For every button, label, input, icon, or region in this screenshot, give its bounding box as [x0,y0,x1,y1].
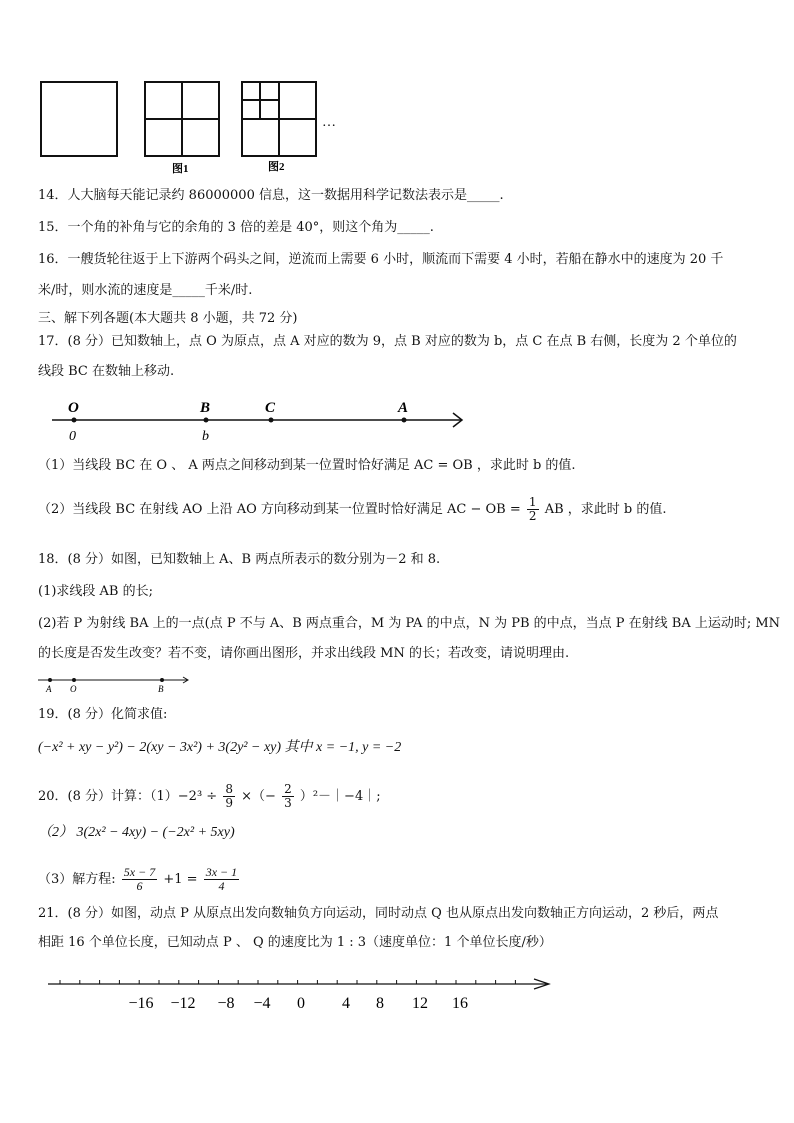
fraction-numerator: 2 [284,782,292,796]
point-o [72,418,77,423]
axis-tick-label: 16 [452,995,468,1012]
caption-figure-2: 图2 [268,161,285,173]
question-17-part-2 [38,496,666,523]
caption-figure-1: 图1 [172,163,189,175]
question-21-line-2: 相距 16 个单位长度，已知动点 P 、 Q 的速度比为 1 : 3（速度单位：1 个单位长度/秒） [38,935,552,950]
square-figure-0 [41,82,117,156]
question-16-line-2: 米/时，则水流的速度是_____千米/时. [38,283,253,298]
fraction-denominator: 6 [136,879,143,893]
number-line-q17 [0,392,794,448]
fraction-left [122,866,157,893]
square-figures [0,0,794,175]
fraction-two-thirds [282,783,294,810]
number-line-q18 [0,670,794,698]
fraction-one-half [527,496,539,523]
fraction-numerator: 1 [528,495,537,509]
question-17-line-2: 线段 BC 在数轴上移动. [38,364,175,379]
label-b: B [200,400,211,416]
axis-tick-label: 0 [297,995,305,1012]
question-15: 15．一个角的补角与它的余角的 3 倍的差是 40°，则这个角为_____. [38,220,434,235]
fraction-denominator: 4 [218,879,225,893]
label-b-value: b [202,429,209,444]
label-c: C [265,400,276,416]
question-20-part-3 [38,866,241,893]
part-1-prefix: 20．(8 分）计算：（1）−2³ ÷ [38,789,218,804]
label-b: B [158,684,164,694]
ellipsis: … [322,115,336,130]
question-17-line-1: 17．(8 分）已知数轴上，点 O 为原点，点 A 对应的数为 9，点 B 对应的数为 b，点 C 在点 B 右侧，长度为 2 个单位的 [38,334,737,349]
number-line-q21 [0,972,794,1022]
axis-tick-label: 4 [342,995,350,1012]
question-19-line-1: 19．(8 分）化简求值: [38,707,168,722]
fraction-numerator: 5x − 7 [123,865,156,879]
label-o: O [68,400,79,416]
fraction-denominator: 9 [225,796,233,810]
point-a [402,418,407,423]
label-o: O [70,684,77,694]
part-3-middle: +1 = [163,872,198,887]
label-a: A [46,684,52,694]
question-18-line-4: 的长度是否发生改变？若不变，请你画出图形，并求出线段 MN 的长；若改变，请说明理由. [38,646,570,661]
point-b [204,418,209,423]
question-17-part-1: （1）当线段 BC 在 O 、 A 两点之间移动到某一位置时恰好满足 AC = OB ，求此时 b 的值. [38,458,576,473]
part-2-prefix: （2）当线段 BC 在射线 AO 上沿 AO 方向移动到某一位置时恰好满足 AC − OB = [38,502,521,517]
axis-tick-label: −8 [217,995,235,1012]
fraction-denominator: 2 [528,509,537,523]
question-20-part-1 [38,783,381,810]
axis-tick-label: −4 [253,995,271,1012]
part-1-middle: ×（− [241,789,276,804]
fraction-right [204,866,239,893]
question-16-line-1: 16．一艘货轮往返于上下游两个码头之间，逆流而上需要 6 小时，顺流而下需要 4 小时，若船在静水中的速度为 20 千 [38,252,724,267]
fraction-denominator: 3 [284,796,292,810]
fraction-eight-ninths [223,783,235,810]
part-2-suffix: AB ，求此时 b 的值. [544,502,667,517]
label-a: A [398,400,409,416]
part-3-prefix: （3）解方程: [38,872,116,887]
question-19-expression: (−x² + xy − y²) − 2(xy − 3x²) + 3(2y² − xy) 其中 x = −1, y = −2 [38,740,402,755]
question-18-line-2: (1)求线段 AB 的长; [38,584,154,599]
section-3-heading: 三、解下列各题(本大题共 8 小题，共 72 分) [38,311,298,326]
question-21-line-1: 21．(8 分）如图，动点 P 从原点出发向数轴负方向运动，同时动点 Q 也从原点出发向数轴正方向运动，2 秒后，两点 [38,906,719,921]
label-o-value: 0 [69,429,76,444]
point-c [269,418,274,423]
axis-tick-label: −12 [170,995,196,1012]
question-20-part-2: （2） 3(2x² − 4xy) − (−2x² + 5xy) [38,825,235,840]
question-18-line-3: (2)若 P 为射线 BA 上的一点(点 P 不与 A、B 两点重合，M 为 PA 的中点，N 为 PB 的中点，当点 P 在射线 BA 上运动时; MN [38,616,781,631]
question-18-line-1: 18．(8 分）如图，已知数轴上 A、B 两点所表示的数分别为－2 和 8. [38,552,441,567]
fraction-numerator: 8 [225,782,233,796]
part-1-suffix: ）²－｜−4｜; [299,789,381,804]
axis-tick-label: 12 [412,995,428,1012]
fraction-numerator: 3x − 1 [205,865,238,879]
question-14: 14．人大脑每天能记录约 86000000 信息，这一数据用科学记数法表示是_____. [38,188,504,203]
axis-tick-label: −16 [128,995,154,1012]
axis-tick-label: 8 [376,995,384,1012]
